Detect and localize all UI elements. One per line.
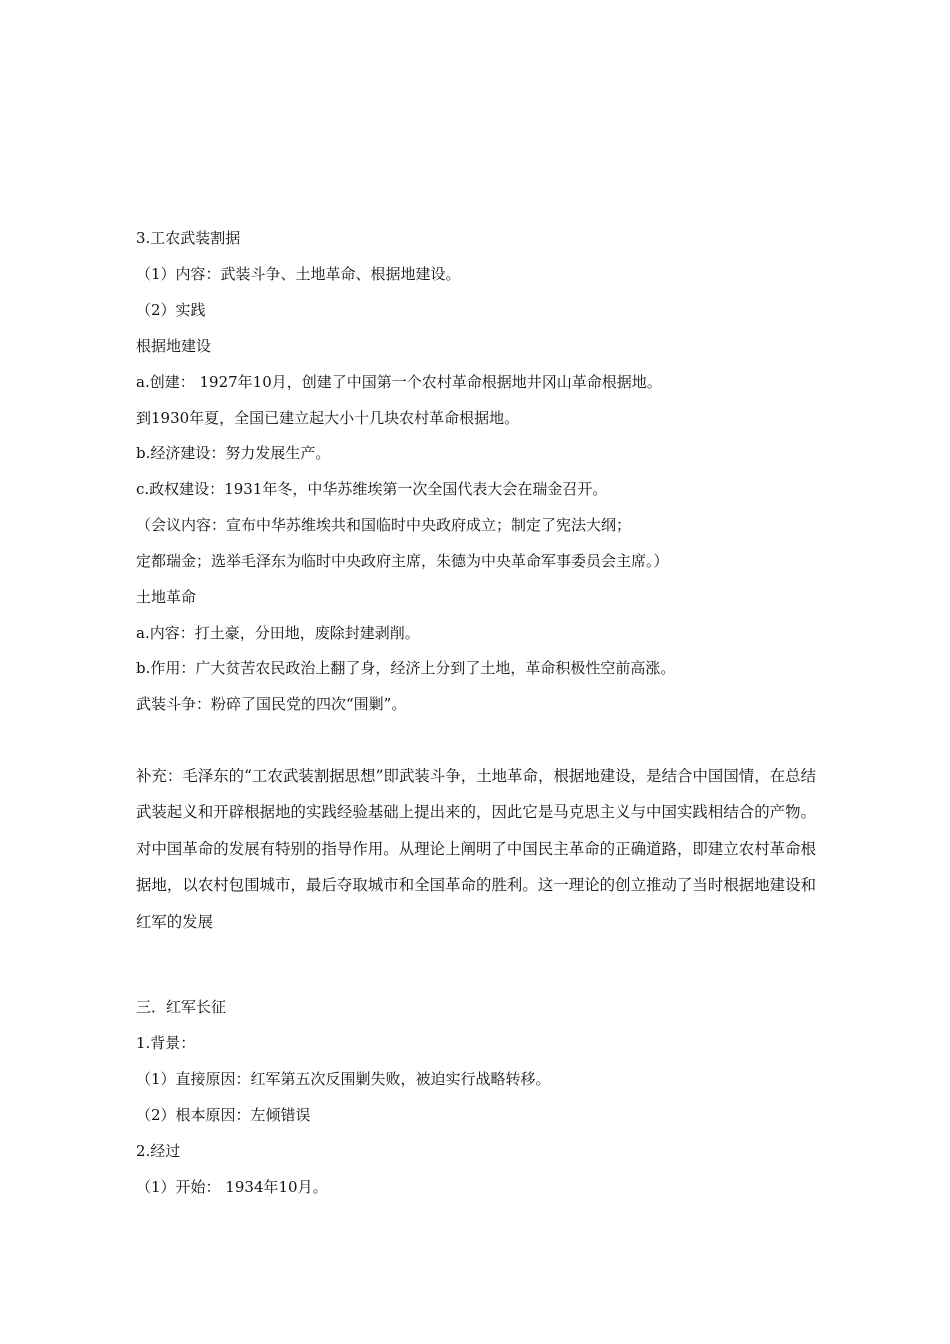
practice-line: （2）实践 — [136, 301, 206, 319]
land-revolution-heading: 土地革命 — [136, 588, 197, 606]
economy-line: b.经济建设：努力发展生产。 — [136, 444, 331, 462]
armed-struggle-line: 武装斗争：粉碎了国民党的四次“围剿”。 — [136, 695, 407, 713]
regime-line: c.政权建设：1931年冬，中华苏维埃第一次全国代表大会在瑞金召开。 — [136, 480, 608, 498]
section3-heading: 3.工农武装割据 — [136, 229, 241, 247]
root-cause-line: （2）根本原因：左倾错误 — [136, 1106, 311, 1124]
direct-cause-line: （1）直接原因：红军第五次反围剿失败，被迫实行战略转移。 — [136, 1070, 551, 1088]
land-content-line: a.内容：打土豪，分田地，废除封建剥削。 — [136, 624, 420, 642]
creation-line: a.创建： 1927年10月，创建了中国第一个农村革命根据地井冈山革命根据地。 — [136, 373, 662, 391]
background-heading: 1.背景： — [136, 1034, 196, 1052]
meeting-line-1: （会议内容：宣布中华苏维埃共和国临时中央政府成立；制定了宪法大纲； — [136, 516, 632, 534]
land-effect-line: b.作用：广大贫苦农民政治上翻了身，经济上分到了土地，革命积极性空前高涨。 — [136, 659, 676, 677]
process-heading: 2.经过 — [136, 1142, 181, 1160]
content-line: （1）内容：武装斗争、土地革命、根据地建设。 — [136, 265, 461, 283]
meeting-line-2: 定都瑞金；选举毛泽东为临时中央政府主席，朱德为中央革命军事委员会主席。） — [136, 552, 669, 570]
by-1930-line: 到1930年夏，全国已建立起大小十几块农村革命根据地。 — [136, 409, 520, 427]
part3-heading: 三．红军长征 — [136, 998, 227, 1016]
start-line: （1）开始： 1934年10月。 — [136, 1178, 328, 1196]
base-building-heading: 根据地建设 — [136, 337, 212, 355]
supplement-paragraph: 补充：毛泽东的“工农武装割据思想”即武装斗争，土地革命，根据地建设，是结合中国国情，在总结武装起义和开辟根据地的实践经验基础上提出来的，因此它是马克思主义与中国实践相结合的产物。对中国革命的发展有特别的指导作用。从理论上阐明了中国民主革命的正确道路，即建立农村革命根据地，以农村包围城市，最后夺取城市和全国革命的胜利。这一理论的创立推动了当时根据地建设和红军的发展 — [136, 767, 816, 931]
